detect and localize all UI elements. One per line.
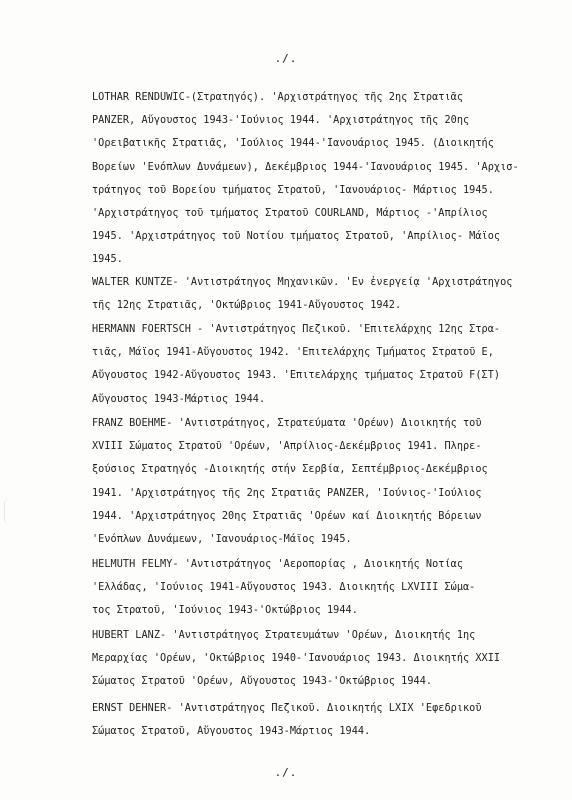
text-line: HELMUTH FELMY- 'Αντιστράτηγος 'Αεροπορίας , Διοικητής Νοτίας [92, 559, 464, 570]
text-line: 1941. 'Αρχιστράτηγος τῆς 2ης Στρατιᾶς PANZER, 'Ιούνιος-'Ιούλιος [92, 487, 482, 499]
text-line: HUBERT LANZ- 'Αντιστράτηγος Στρατευμάτων 'Ορέων, Διοικητής 1ης [92, 630, 476, 641]
text-line: WALTER KUNTZE- 'Αντιστράτηγος Μηχανικῶν. 'Εν ἐνεργείᾳ 'Αρχιστράτηγος [92, 277, 513, 288]
text-line: 'Ενόπλων Δυνάμεων, 'Ιανουάριος-Μάϊος 1945. [92, 533, 352, 545]
text-line: Σώματος Στρατοῦ, Αὔγουστος 1943-Μάρτιος 1944. [92, 726, 371, 738]
text-line: 'Αρχιστράτηγος τοῦ τμήματος Στρατοῦ COURLAND, Μάρτιος -'Απρίλιος [92, 207, 488, 219]
text-line: XVIII Σώματος Στρατοῦ 'Ορέων, 'Απρίλιος-Δεκέμβριος 1941. Πληρε- [92, 441, 482, 453]
text-line: PANZER, Αὔγουστος 1943-'Ιούνιος 1944. 'Αρχιστράτηγος τῆς 20ης [92, 115, 470, 127]
text-line: Μεραρχίας 'Ορέων, 'Οκτώβριος 1940-'Ιανουάριος 1943. Διοικητής XXII [92, 653, 501, 665]
text-line: 1944. 'Αρχιστράτηγος 20ης Στρατιᾶς 'Ορέων καί Διοικητής Βόρειων [92, 510, 482, 522]
text-line: ξούσιος Στρατηγός -Διοικητής στήν Σερβία, Σεπτέμβριος-Δεκέμβριος [92, 464, 488, 476]
text-line: 'Ορειβατικῆς Στρατιᾶς, 'Ιούλιος 1944-'Ιανουάριος 1945. (Διοικητής [92, 138, 494, 150]
entry-kuntze [92, 271, 532, 317]
text-line: Αὔγουστος 1943-Μάρτιος 1944. [92, 393, 266, 405]
text-line: HERMANN FOERTSCH - 'Αντιστράτηγος Πεζικοῦ. 'Επιτελάρχης 12ης Στρα- [92, 324, 501, 335]
text-line: τράτηγος τοῦ Βορείου τμήματος Στρατοῦ, 'Ιανουάριος- Μάρτιος 1945. [92, 184, 494, 196]
entry-rendulic [92, 86, 532, 272]
punch-hole-mark [4, 498, 15, 524]
entry-boehme [92, 412, 532, 551]
text-line: τος Στρατοῦ, 'Ιούνιος 1943-'Οκτώβριος 1944. [92, 605, 358, 617]
text-line: Σώματος Στρατοῦ 'Ορέων, Αὔγουστος 1943-'Οκτώβριος 1944. [92, 676, 433, 688]
text-line: 1945. 'Αρχιστράτηγος τοῦ Νοτίου τμήματος Στρατοῦ, 'Απρίλιος- Μάϊος [92, 231, 501, 243]
text-line: 'Ελλάδας, 'Ιούνιος 1941-Αὔγουστος 1943. Διοικητής LXVIII Σώμα- [92, 582, 476, 594]
text-line: τῆς 12ης Στρατιᾶς, 'Οκτώβριος 1941-Αὔγουστος 1942. [92, 300, 402, 312]
entry-dehner [92, 697, 532, 743]
text-line: ERNST DEHNER- 'Αντιστράτηγος Πεζικοῦ. Διοικητής LXIX 'Εφεδρικοῦ [92, 703, 482, 714]
text-line: FRANZ BOEHME- 'Αντιστράτηγος, Στρατεύματα 'Ορέων) Διοικητής τοῦ [92, 418, 482, 429]
page-mark-top: ./. [274, 52, 298, 65]
text-line: Βορείων 'Ενόπλων Δυνάμεων), Δεκέμβριος 1944-'Ιανουάριος 1945. 'Αρχισ- [92, 161, 519, 173]
entry-foertsch [92, 318, 532, 411]
entry-felmy [92, 553, 532, 623]
entry-lanz [92, 624, 532, 694]
page-mark-bottom: ./. [274, 766, 298, 779]
text-line: Αὔγουστος 1942-Αὔγουστος 1943. 'Επιτελάρχης τμήματος Στρατοῦ F(ΣΤ) [92, 370, 501, 382]
text-line: τιᾶς, Μάϊος 1941-Αὔγουστος 1942. 'Επιτελάρχης Τμήματος Στρατοῦ Ε, [92, 347, 494, 359]
text-line: LOTHAR RENDUWIC-(Στρατηγός). 'Αρχιστράτηγος τῆς 2ης Στρατιᾶς [92, 92, 464, 103]
text-line: 1945. [92, 254, 123, 266]
